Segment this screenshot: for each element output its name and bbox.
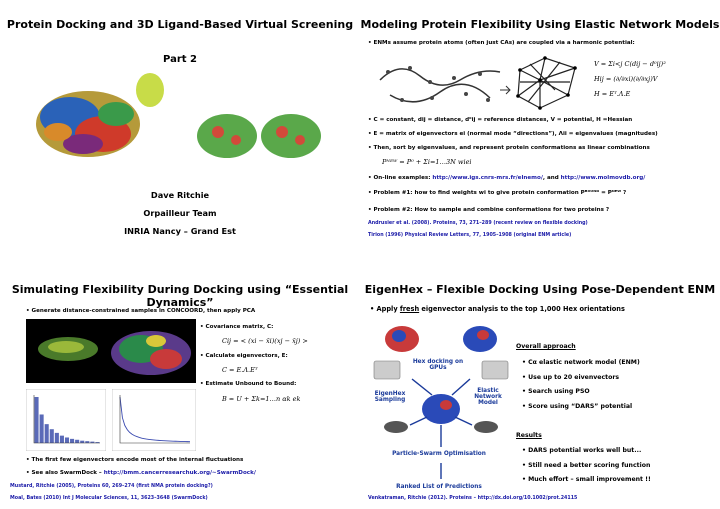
reference-mustard: Mustard, Ritchie (2005), Proteins 60, 269–274 (first NMA protein docking?) — [10, 484, 213, 489]
protein-complex-image — [28, 62, 178, 172]
flow-ranked-list: Ranked List of Predictions — [396, 484, 482, 490]
bullet-problem2: • Problem #2: How to sample and combine conformations for two proteins ? — [368, 207, 713, 214]
bar — [50, 429, 54, 443]
slide4-title: EigenHex – Flexible Docking Using Pose-Dependent ENM — [364, 283, 716, 296]
equation-covariance: Cij = < (xi − x̄i)(xj − x̄j) > — [222, 337, 308, 345]
bullet-eigenvectors: • Calculate eigenvectors, E: — [200, 353, 288, 360]
bullet-enm: • ENMs assume protein atoms (often just CAs) are coupled via a harmonic potential: — [368, 40, 713, 47]
reference-venkatraman: Venkatraman, Ritchie (2012). Proteins – http://dx.doi.org/10.1002/prot.24115 — [368, 496, 578, 501]
bullet-online: • On-line examples: http://www.igs.cnrs-mrs.fr/elnemo/, and http://www.molmovdb.org/ — [368, 175, 713, 182]
bullet-eigenvectors: • E = matrix of eigenvectors ei (normal mode “directions”), Λii = eigenvalues (magnitudes) — [368, 131, 713, 138]
flow-elastic-network: Elastic Network Model — [474, 388, 502, 406]
bullet-generate: • Generate distance-constrained samples in CONCOORD, then apply PCA — [26, 308, 356, 315]
bullet-problem1: • Problem #1: how to find weights wi to give protein conformation Pᴮᴼᵁᴺᴰ = Pᴺᴱᵂ ? — [368, 190, 713, 197]
equation-eigen: C = E.Λ.Eᵀ — [222, 366, 258, 374]
bar — [55, 433, 59, 443]
eigenvalue-bar-chart — [26, 389, 106, 451]
bullet-estimate: • Estimate Unbound to Bound: — [200, 381, 296, 388]
slide-enm — [360, 0, 720, 254]
bullet-swarmdock: • See also SwarmDock – http://bmm.cancerresearchuk.org/∼SwarmDock/ — [26, 470, 356, 477]
molmovdb-link[interactable]: http://www.molmovdb.org/ — [560, 175, 646, 181]
bar — [60, 436, 64, 443]
flow-hex-docking: Hex docking on GPUs — [412, 359, 464, 371]
slide3-title: Simulating Flexibility During Docking using “Essential Dynamics” — [11, 283, 349, 309]
slide1-title: Protein Docking and 3D Ligand-Based Virtual Screening — [6, 18, 354, 31]
overall-item: • Cα elastic network model (ENM) — [522, 356, 640, 371]
slide-title — [0, 0, 360, 254]
results-heading: Results — [516, 432, 542, 439]
equation-hessian: Hij = (∂/∂xi)(∂/∂xj)V — [594, 75, 658, 83]
part-label: Part 2 — [163, 54, 197, 65]
equation-pnew: Pᴺᴱᵂ = P⁰ + Σi=1…3N wiei — [382, 158, 472, 166]
bar — [35, 397, 39, 443]
author-name: Dave Ritchie — [150, 190, 210, 200]
result-item: • Still need a better scoring function — [522, 459, 651, 474]
flow-pso: Particle-Swarm Optimisation — [392, 451, 486, 457]
bullet-covariance: • Covariance matrix, C: — [200, 324, 273, 331]
bar — [40, 414, 44, 443]
eigenvalue-line-chart — [112, 389, 196, 451]
bullet-constants: • C = constant, dij = distance, d⁰ij = reference distances, V = potential, H =Hessian — [368, 117, 713, 124]
bar — [65, 437, 69, 443]
equation-estimate: B ≃ U + Σk=1…n αk ek — [222, 395, 301, 403]
equation-potential: V = Σi<j C(dij − d⁰ij)² — [594, 60, 666, 68]
overall-item: • Score using “DARS” potential — [522, 400, 640, 415]
overall-item: • Search using PSO — [522, 385, 640, 400]
bar — [80, 441, 84, 443]
bullet-apply: • Apply fresh eigenvector analysis to the top 1,000 Hex orientations — [370, 305, 715, 313]
bar — [75, 440, 79, 443]
institution-name: INRIA Nancy – Grand Est — [124, 226, 236, 236]
results-list — [522, 444, 651, 488]
bar — [70, 439, 74, 443]
slide-essential-dynamics — [0, 255, 360, 509]
result-item: • DARS potential works well but... — [522, 444, 651, 459]
swarmdock-link[interactable]: http://bmm.cancerresearchuk.org/∼SwarmDock/ — [103, 470, 256, 476]
result-item: • Much effort – small improvement !! — [522, 473, 651, 488]
flow-eigenhex-sampling: EigenHex Sampling — [374, 391, 406, 403]
slide2-title: Modeling Protein Flexibility Using Elastic Network Models — [360, 18, 720, 31]
team-name: Orpailleur Team — [143, 208, 217, 218]
network-diagram — [370, 50, 580, 116]
surface-images — [194, 110, 324, 160]
reference-tirion: Tirion (1996) Physical Review Letters, 77, 1905–1908 (original ENM article) — [368, 233, 572, 238]
equation-decomposition: H = Eᵀ.Λ.E — [594, 90, 631, 98]
concoord-samples-image — [26, 319, 196, 383]
reference-moal: Moal, Bates (2010) Int J Molecular Sciences, 11, 3623–3648 (SwarmDock) — [10, 496, 208, 501]
overall-approach-heading: Overall approach — [516, 343, 576, 350]
overall-approach-list — [522, 356, 640, 414]
elnemo-link[interactable]: http://www.igs.cnrs-mrs.fr/elnemo/ — [432, 175, 543, 181]
slide-eigenhex — [360, 255, 720, 509]
bullet-first-eigenvectors: • The first few eigenvectors encode most of the internal fluctuations — [26, 457, 356, 464]
bar — [45, 424, 49, 443]
eigenhex-flowchart — [372, 321, 510, 506]
overall-item: • Use up to 20 eivenvectors — [522, 371, 640, 386]
bullet-sort: • Then, sort by eigenvalues, and represent protein conformations as linear combinations — [368, 145, 713, 152]
reference-andrusier: Andrusier et al. (2008). Proteins, 73, 271–289 (recent review on flexible docking) — [368, 221, 588, 226]
